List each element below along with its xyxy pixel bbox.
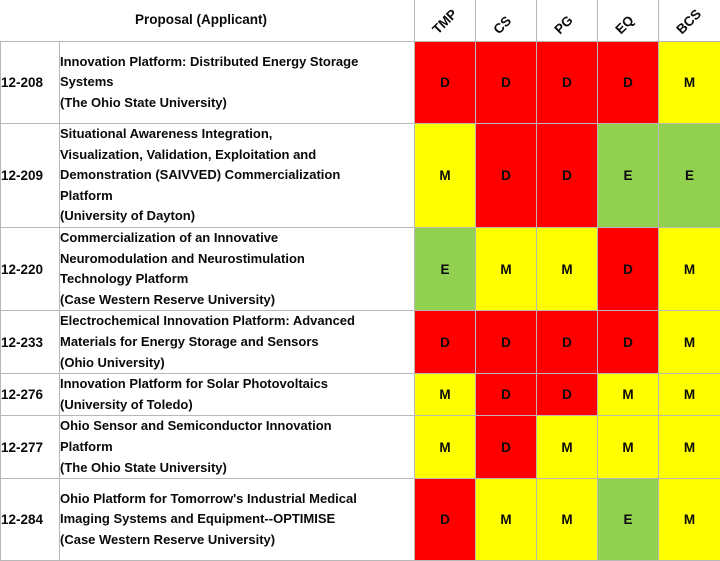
proposal-title-line: (University of Toledo) (60, 395, 414, 416)
score-cell-cs: D (476, 374, 537, 416)
table-row (1, 311, 720, 374)
score-cell-bcs: M (659, 227, 720, 310)
proposal-title (60, 416, 415, 479)
proposal-id: 12-208 (1, 42, 60, 124)
proposal-title (60, 374, 415, 416)
score-cell-cs: D (476, 416, 537, 479)
score-cell-cs: M (476, 227, 537, 310)
proposal-id: 12-277 (1, 416, 60, 479)
score-cell-bcs: M (659, 374, 720, 416)
criteria-header-pg: PG (551, 13, 575, 37)
criteria-header-eq: EQ (612, 13, 636, 37)
proposal-title-line: Platform (60, 437, 414, 458)
score-cell-tmp: M (415, 416, 476, 479)
score-cell-eq: E (598, 479, 659, 561)
proposal-title-line: (University of Dayton) (60, 206, 414, 227)
header-divider (475, 0, 476, 41)
proposal-title (60, 479, 415, 561)
score-cell-tmp: D (415, 311, 476, 374)
proposal-title-line: Visualization, Validation, Exploitation and (60, 145, 414, 166)
proposal-title (60, 42, 415, 124)
criteria-header-bcs: BCS (673, 6, 704, 37)
proposal-title-line: Materials for Energy Storage and Sensors (60, 332, 414, 353)
proposal-id: 12-276 (1, 374, 60, 416)
score-cell-pg: D (537, 42, 598, 124)
proposal-title-line: (Ohio University) (60, 353, 414, 374)
score-cell-pg: D (537, 374, 598, 416)
proposal-title-line: Innovation Platform for Solar Photovoltaics (60, 374, 414, 395)
score-cell-eq: D (598, 227, 659, 310)
proposal-id: 12-284 (1, 479, 60, 561)
score-cell-eq: M (598, 416, 659, 479)
proposal-title-line: Systems (60, 72, 414, 93)
proposal-title-line: Neuromodulation and Neurostimulation (60, 249, 414, 270)
header-divider (414, 0, 415, 41)
score-cell-pg: M (537, 479, 598, 561)
score-cell-pg: M (537, 227, 598, 310)
proposal-id: 12-233 (1, 311, 60, 374)
proposal-title-line: (Case Western Reserve University) (60, 290, 414, 311)
proposal-title-line: Commercialization of an Innovative (60, 228, 414, 249)
score-cell-bcs: M (659, 311, 720, 374)
proposal-title-line: (Case Western Reserve University) (60, 530, 414, 551)
score-cell-cs: M (476, 479, 537, 561)
score-cell-bcs: M (659, 479, 720, 561)
proposal-id: 12-209 (1, 124, 60, 228)
score-cell-tmp: D (415, 42, 476, 124)
proposal-column-header: Proposal (Applicant) (135, 12, 267, 27)
proposal-title-line: (The Ohio State University) (60, 458, 414, 479)
score-cell-tmp: M (415, 124, 476, 228)
table-row (1, 124, 720, 228)
proposal-title (60, 124, 415, 228)
header-divider (597, 0, 598, 41)
proposal-title-line: (The Ohio State University) (60, 93, 414, 114)
score-cell-pg: M (537, 416, 598, 479)
score-cell-bcs: M (659, 416, 720, 479)
score-cell-pg: D (537, 311, 598, 374)
score-cell-tmp: E (415, 227, 476, 310)
score-cell-bcs: M (659, 42, 720, 124)
proposal-title-line: Imaging Systems and Equipment--OPTIMISE (60, 509, 414, 530)
score-cell-eq: D (598, 42, 659, 124)
proposal-title (60, 311, 415, 374)
criteria-header-tmp: TMP (429, 6, 460, 37)
table-row (1, 227, 720, 310)
header-divider (658, 0, 659, 41)
proposal-title-line: Situational Awareness Integration, (60, 124, 414, 145)
score-cell-eq: M (598, 374, 659, 416)
proposal-id: 12-220 (1, 227, 60, 310)
proposal-title-line: Ohio Sensor and Semiconductor Innovation (60, 416, 414, 437)
table-row (1, 42, 720, 124)
score-cell-cs: D (476, 311, 537, 374)
proposal-title-line: Demonstration (SAIVVED) Commercialization (60, 165, 414, 186)
score-cell-cs: D (476, 42, 537, 124)
score-cell-tmp: M (415, 374, 476, 416)
proposal-title-line: Electrochemical Innovation Platform: Advanced (60, 311, 414, 332)
table-row (1, 479, 720, 561)
proposal-title-line: Technology Platform (60, 269, 414, 290)
score-cell-eq: D (598, 311, 659, 374)
proposal-title-line: Platform (60, 186, 414, 207)
proposal-title (60, 227, 415, 310)
score-cell-tmp: D (415, 479, 476, 561)
header-divider (536, 0, 537, 41)
criteria-header-cs: CS (490, 13, 514, 37)
score-cell-bcs: E (659, 124, 720, 228)
proposal-title-line: Innovation Platform: Distributed Energy Storage (60, 52, 414, 73)
score-cell-pg: D (537, 124, 598, 228)
table-row (1, 416, 720, 479)
table-row (1, 374, 720, 416)
proposal-table (0, 41, 720, 561)
proposal-title-line: Ohio Platform for Tomorrow's Industrial Medical (60, 489, 414, 510)
score-cell-cs: D (476, 124, 537, 228)
score-cell-eq: E (598, 124, 659, 228)
